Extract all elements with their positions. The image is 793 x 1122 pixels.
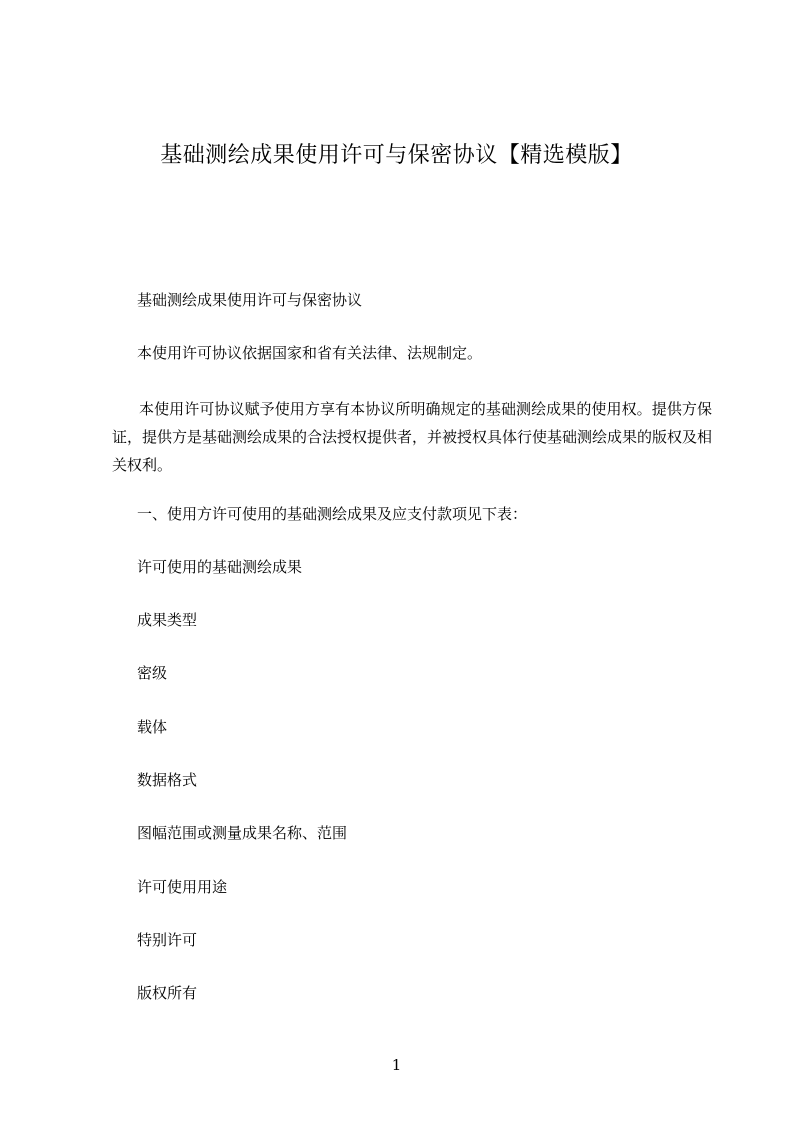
list-item-special-license: 特别许可	[137, 931, 198, 949]
section-heading-1: 一、使用方许可使用的基础测绘成果及应支付款项见下表：	[137, 505, 528, 523]
document-title: 基础测绘成果使用许可与保密协议【精选模版】	[160, 143, 633, 168]
list-item-copyright: 版权所有	[137, 984, 198, 1002]
list-item-classification: 密级	[137, 664, 168, 682]
list-item-map-range: 图幅范围或测量成果名称、范围	[137, 824, 348, 842]
list-item-result-type: 成果类型	[137, 611, 198, 629]
agreement-scope-paragraph: 本使用许可协议赋予使用方享有本协议所明确规定的基础测绘成果的使用权。提供方保证，提供方是基础测绘成果的合法授权提供者，并被授权具体行使基础测绘成果的版权及相关权利。	[112, 400, 713, 474]
list-item-data-format: 数据格式	[137, 771, 198, 789]
list-item-licensed-results: 许可使用的基础测绘成果	[137, 558, 303, 576]
agreement-basis-statement: 本使用许可协议依据国家和省有关法律、法规制定。	[137, 344, 483, 362]
list-item-medium: 载体	[137, 718, 168, 736]
agreement-name: 基础测绘成果使用许可与保密协议	[137, 291, 363, 309]
page-number: 1	[391, 1056, 402, 1074]
list-item-licensed-use: 许可使用用途	[137, 878, 228, 896]
